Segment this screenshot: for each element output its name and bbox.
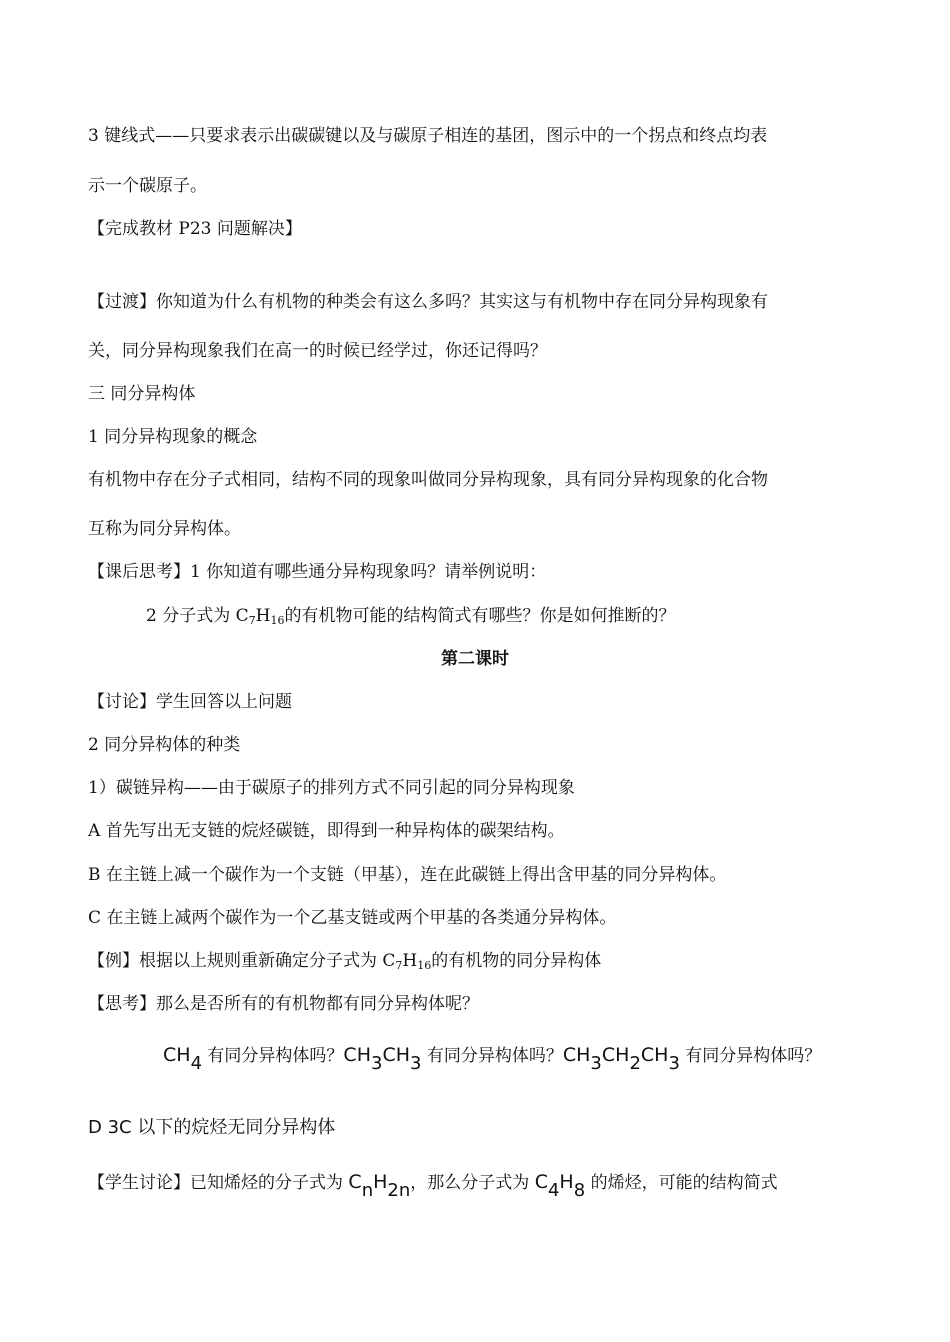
paragraph-student-discussion: 【学生讨论】已知烯烃的分子式为 CnH2n，那么分子式为 C4H8 的烯烃，可能的结构简式 <box>88 1171 778 1201</box>
paragraph-question-c7h16: 2 分子式为 C7H16的有机物可能的结构简式有哪些？你是如何推断的？ <box>146 606 676 627</box>
paragraph-definition-1: 有机物中存在分子式相同，结构不同的现象叫做同分异构现象，具有同分异构现象的化合物 <box>88 470 768 490</box>
paragraph-rule-b: B 在主链上减一个碳作为一个支链（甲基），连在此碳链上得出含甲基的同分异构体。 <box>88 865 727 885</box>
paragraph-transition-1: 【过渡】你知道为什么有机物的种类会有这么多吗？其实这与有机物中存在同分异构现象有 <box>88 292 768 312</box>
subheading-concept: 1 同分异构现象的概念 <box>88 427 258 447</box>
paragraph-example: 【例】根据以上规则重新确定分子式为 C7H16的有机物的同分异构体 <box>88 951 602 972</box>
formula-question-line: CH4 有同分异构体吗？CH3CH3 有同分异构体吗？CH3CH2CH3 有同分异构体吗？ <box>163 1044 822 1074</box>
paragraph-skeletal-formula-2: 示一个碳原子。 <box>88 176 207 196</box>
paragraph-rule-a: A 首先写出无支链的烷烃碳链，即得到一种异构体的碳架结构。 <box>88 821 565 841</box>
lesson-title: 第二课时 <box>441 649 509 669</box>
section-heading-isomers: 三 同分异构体 <box>88 384 196 404</box>
paragraph-carbon-chain: 1）碳链异构——由于碳原子的排列方式不同引起的同分异构现象 <box>88 778 575 798</box>
paragraph-thinking: 【思考】那么是否所有的有机物都有同分异构体呢？ <box>88 994 479 1014</box>
paragraph-after-class-thinking: 【课后思考】1 你知道有哪些通分异构现象吗？请举例说明： <box>88 562 547 582</box>
paragraph-discussion: 【讨论】学生回答以上问题 <box>88 692 292 712</box>
paragraph-skeletal-formula-1: 3 键线式——只要求表示出碳碳键以及与碳原子相连的基团，图示中的一个拐点和终点均表 <box>88 126 768 146</box>
paragraph-rule-d: D 3C 以下的烷烃无同分异构体 <box>88 1117 336 1138</box>
paragraph-rule-c: C 在主链上减两个碳作为一个乙基支链或两个甲基的各类通分异构体。 <box>88 908 617 928</box>
paragraph-transition-2: 关，同分异构现象我们在高一的时候已经学过，你还记得吗？ <box>88 341 547 361</box>
paragraph-definition-2: 互称为同分异构体。 <box>88 519 241 539</box>
subheading-types: 2 同分异构体的种类 <box>88 735 241 755</box>
paragraph-textbook-task: 【完成教材 P23 问题解决】 <box>88 219 302 239</box>
